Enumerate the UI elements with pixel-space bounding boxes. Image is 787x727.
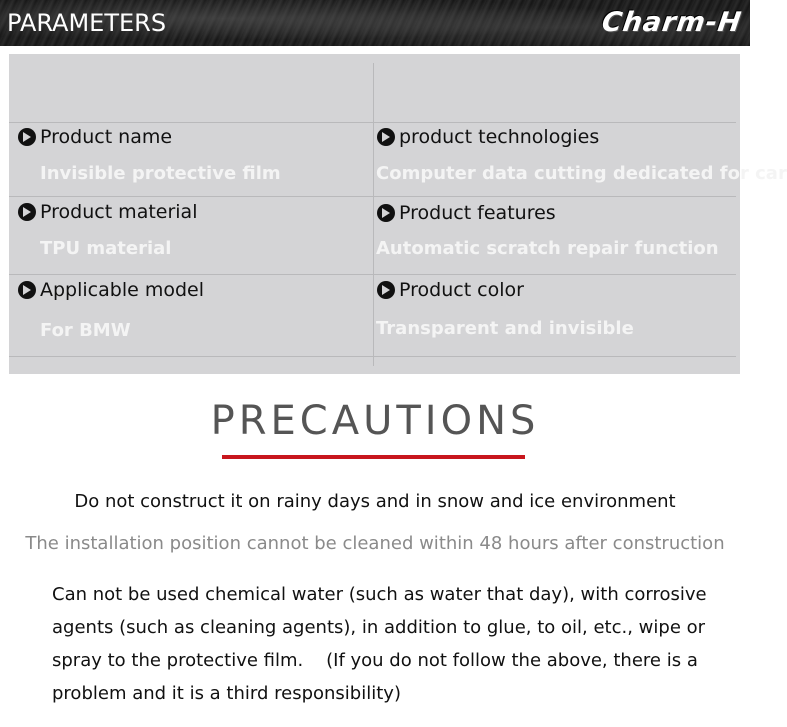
param-label-text: Product color xyxy=(399,279,524,301)
param-label-text: Product features xyxy=(399,202,556,224)
param-label-text: product technologies xyxy=(399,126,600,148)
param-label-product-features xyxy=(377,201,556,225)
precaution-cleaning: The installation position cannot be cleaned within 48 hours after construction xyxy=(25,533,725,554)
circle-arrow-icon xyxy=(18,203,36,221)
circle-arrow-icon xyxy=(18,281,36,299)
param-label-text: Product material xyxy=(40,201,198,223)
param-value-product-features: Automatic scratch repair function xyxy=(376,238,719,259)
param-label-text: Product name xyxy=(40,126,173,148)
parameters-table xyxy=(9,54,787,374)
circle-arrow-icon xyxy=(377,128,395,146)
param-value-product-name: Invisible protective film xyxy=(40,163,281,184)
precautions-title: PRECAUTIONS xyxy=(210,398,540,444)
brand-logo: Charm-H xyxy=(600,7,745,38)
row-divider xyxy=(9,274,736,275)
param-label-product-material xyxy=(18,200,197,224)
param-label-product-technologies xyxy=(377,125,599,149)
column-divider xyxy=(373,63,374,366)
param-label-text: Applicable model xyxy=(40,279,204,301)
row-divider xyxy=(9,356,736,357)
param-value-product-color: Transparent and invisible xyxy=(376,318,634,339)
param-value-applicable-model: For BMW xyxy=(40,320,131,341)
circle-arrow-icon xyxy=(377,281,395,299)
precautions-underline xyxy=(222,455,525,459)
banner-title: PARAMETERS xyxy=(7,9,167,37)
row-divider xyxy=(9,196,736,197)
circle-arrow-icon xyxy=(18,128,36,146)
precaution-chemicals: Can not be used chemical water (such as water that day), with corrosive agents (such as cleaning agents), in addition to glue, to oil, etc., wipe or spray to the protective film. (If you do not follow the above, there is a problem and it is a third responsibility) xyxy=(52,584,713,704)
param-value-product-material: TPU material xyxy=(40,238,172,259)
precaution-weather: Do not construct it on rainy days and in snow and ice environment xyxy=(74,491,676,512)
param-label-product-name xyxy=(18,125,172,149)
circle-arrow-icon xyxy=(377,204,395,222)
param-label-applicable-model xyxy=(18,278,204,302)
param-label-product-color xyxy=(377,278,524,302)
row-divider xyxy=(9,122,736,123)
param-value-product-technologies: Computer data cutting dedicated for car xyxy=(376,163,787,184)
parameters-banner xyxy=(0,0,750,46)
